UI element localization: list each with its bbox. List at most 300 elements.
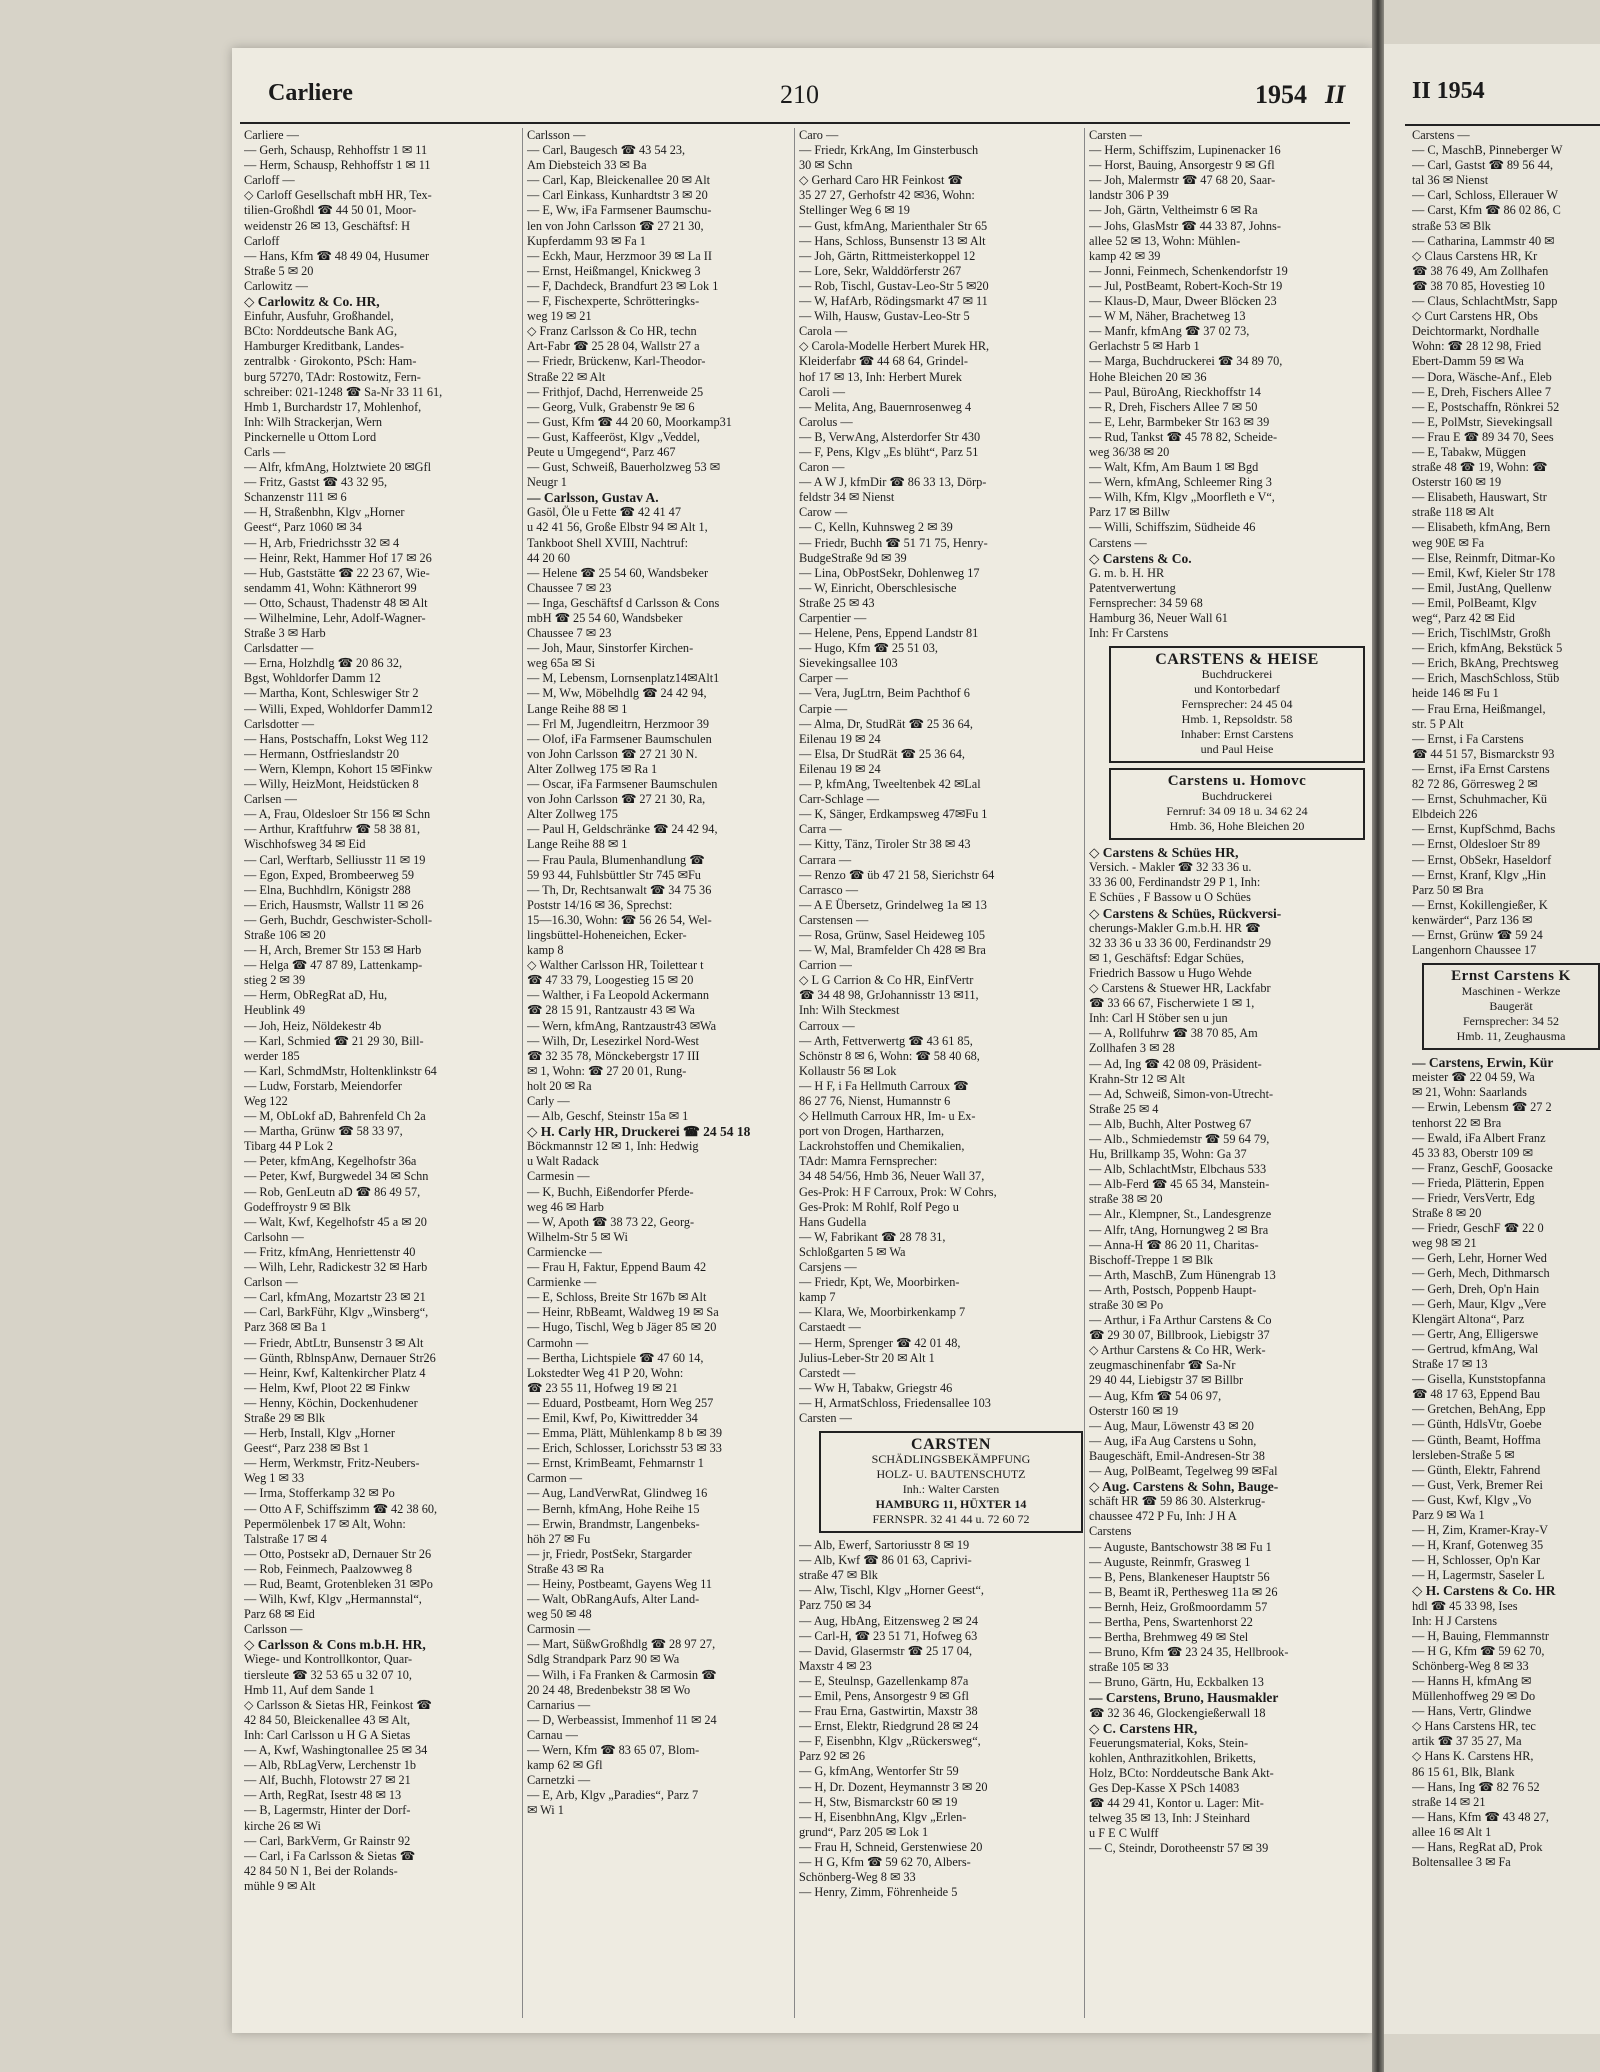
directory-entry-line: — Manfr, kfmAng ☎ 37 02 73, [1089,324,1250,339]
directory-entry-line: — Hugo, Kfm ☎ 25 51 03, [799,641,938,656]
directory-entry-line: Fernsprecher: 34 59 68 [1089,595,1203,610]
directory-entry-line: — Walther, i Fa Leopold Ackermann [527,988,710,1003]
directory-entry-line: 42 84 50, Bleickenallee 43 ✉ Alt, [244,1712,411,1727]
directory-entry-line: — Marga, Buchdruckerei ☎ 34 89 70, [1089,354,1283,369]
directory-entry-line: len von John Carlsson ☎ 27 21 30, [527,218,704,233]
directory-entry-line: — H, Bauing, Flemmannstr [1412,1628,1549,1643]
directory-entry-line: — Arthur, i Fa Arthur Carstens & Co [1089,1313,1272,1328]
directory-entry-line: — G, kfmAng, Wentorfer Str 59 [799,1764,959,1779]
ad-title: CARSTENS & HEISE [1155,651,1319,669]
directory-entry-line: — Emma, Plätt, Mühlenkamp 8 b ✉ 39 [527,1426,723,1441]
running-head: Carliere [268,80,353,106]
directory-entry-line: — Ww H, Tabakw, Griegstr 46 [799,1380,953,1395]
directory-entry-line: Carsten — [1089,128,1142,142]
directory-entry-line: — Emil, Kwf, Po, Kiwittredder 34 [527,1410,698,1425]
directory-entry-line: — Gust, Kwf, Klgv „Vo [1412,1492,1532,1507]
directory-entry-line: — Wern, Klempn, Kohort 15 ✉Finkw [244,761,433,776]
directory-entry-line: — F, Pens, Klgv „Es blüht“, Parz 51 [799,444,979,459]
directory-entry-line: — Carst, Kfm ☎ 86 02 86, C [1412,203,1561,218]
directory-entry-line: Caroli — [799,384,846,399]
directory-entry-line: Ges-Prok: M Rohlf, Rolf Pego u [799,1199,959,1214]
directory-entry-line: — Willi, Exped, Wohldorfer Damm12 [244,701,433,716]
directory-entry-line: — E, Postschaffn, Rönkrei 52 [1412,399,1560,414]
directory-entry-line: — jr, Friedr, PostSekr, Stargarder [527,1546,692,1561]
ad-line: Fernsprecher: 34 52 [1463,1014,1559,1029]
directory-entry-line: str. 5 P Alt [1412,716,1464,731]
directory-entry-line: — Ad, Schweiß, Simon-von-Utrecht- [1089,1086,1274,1101]
adjacent-running-head: II 1954 [1412,78,1485,104]
directory-entry-line: — Arth, RegRat, Isestr 48 ✉ 13 [244,1788,402,1803]
directory-entry-line: Carlsdotter — [244,716,315,731]
directory-entry-line: port von Drogen, Hartharzen, [799,1124,945,1139]
directory-entry-line: Parz 750 ✉ 34 [799,1598,872,1613]
directory-entry-line: — W M, Näher, Brachetweg 13 [1089,309,1246,324]
directory-entry-line: Straße 3 ✉ Harb [244,626,326,641]
directory-entry-line: — Aug, HbAng, Eitzensweg 2 ✉ 24 [799,1613,979,1628]
directory-entry-line: mühle 9 ✉ Alt [244,1878,316,1893]
directory-entry-line: — Alb-Ferd ☎ 45 65 34, Manstein- [1089,1177,1270,1192]
directory-entry-line: — F, Eisenbhn, Klgv „Rückersweg“, [799,1734,981,1749]
directory-entry-line: — Martha, Kont, Schleswiger Str 2 [244,686,419,701]
directory-entry-line: — Gertrud, kfmAng, Wal [1412,1341,1539,1356]
directory-entry-line: Carr-Schlage — [799,792,879,807]
directory-entry-line: ☎ 34 48 98, GrJohannisstr 13 ✉11, [799,988,979,1003]
directory-entry-line: TAdr: Mamra Fernsprecher: [799,1154,938,1169]
directory-entry-line: ☎ 23 55 11, Hofweg 19 ✉ 21 [527,1380,678,1395]
directory-entry-line: kamp 8 [527,943,564,958]
directory-entry-line: — Rob, Tischl, Gustav-Leo-Str 5 ✉20 [799,278,989,293]
directory-entry-line: Am Diebsteich 33 ✉ Ba [527,158,647,173]
directory-entry-line: Carmiencke — [527,1244,602,1259]
directory-entry-line: — Wilh, Kwf, Klgv „Hermannstal“, [244,1592,422,1607]
directory-entry-line: — M, Ww, Möbelhdlg ☎ 24 42 94, [527,686,707,701]
directory-entry-line: Wilhelm-Str 5 ✉ Wi [527,1229,628,1244]
directory-entry-line: tilien-Großhdl ☎ 44 50 01, Moor- [244,203,417,218]
directory-entry-line: Ges-Prok: H F Carroux, Prok: W Cohrs, [799,1184,997,1199]
directory-entry-line: — C, Steindr, Dorotheenstr 57 ✉ 39 [1089,1841,1269,1856]
ad-line: Fernruf: 34 09 18 u. 34 62 24 [1166,804,1308,819]
directory-entry-line: — Jul, PostBeamt, Robert-Koch-Str 19 [1089,278,1283,293]
directory-entry-line: artik ☎ 37 35 27, Ma [1412,1734,1522,1749]
directory-entry-line: Carow — [799,505,848,520]
directory-entry-line: hof 17 ✉ 13, Inh: Herbert Murek [799,369,962,384]
directory-entry-line: BCto: Norddeutsche Bank AG, [244,324,398,339]
directory-entry-line: lersleben-Straße 5 ✉ [1412,1447,1515,1462]
directory-entry-line: — W, Mal, Bramfelder Ch 428 ✉ Bra [799,943,986,958]
directory-entry-line: Carmosin — [527,1622,591,1637]
directory-entry-line: — Alb, RbLagVerw, Lerchenstr 1b [244,1758,416,1773]
directory-entry-line: — Fritz, Gastst ☎ 43 32 95, [244,475,388,490]
directory-entry-line: — Vera, JugLtrn, Beim Pachthof 6 [799,686,970,701]
directory-entry-line: — Hans, Ing ☎ 82 76 52 [1412,1779,1540,1794]
directory-entry-line: ✉ 21, Wohn: Saarlands [1412,1085,1527,1100]
directory-entry-line: — Egon, Exped, Brombeerweg 59 [244,867,415,882]
carsten-advertisement [819,1431,1083,1533]
directory-entry-line: — Joh, Maur, Sinstorfer Kirchen- [527,641,694,656]
directory-entry-line: kamp 7 [799,1290,836,1305]
directory-entry-line: Klengärt Altona“, Parz [1412,1311,1525,1326]
directory-entry-line: — Alb, Kwf ☎ 86 01 63, Caprivi- [799,1553,972,1568]
directory-entry-line: — Willi, Schiffszim, Südheide 46 [1089,520,1256,535]
directory-entry-line: ◇ Aug. Carstens & Sohn, Bauge- [1089,1479,1279,1495]
directory-entry-line: Kollaustr 56 ✉ Lok [799,1063,897,1078]
directory-entry-line: — R, Dreh, Fischers Allee 7 ✉ 50 [1089,399,1258,414]
directory-entry-line: Carmesin — [527,1169,590,1184]
directory-entry-line: Carola — [799,324,848,339]
directory-entry-line: ◇ Carlsson & Cons m.b.H. HR, [244,1637,426,1653]
directory-entry-line: — H, ArmatSchloss, Friedensallee 103 [799,1395,991,1410]
directory-entry-line: Art-Fabr ☎ 25 28 04, Wallstr 27 a [527,339,700,354]
ad-line: Baugerät [1489,999,1533,1014]
directory-entry-line: — Arth, Fettverwertg ☎ 43 61 85, [799,1033,973,1048]
directory-entry-line: — Else, Reinmfr, Ditmar-Ko [1412,550,1556,565]
directory-entry-line: Carnau — [527,1727,578,1742]
column-3-entries-a [799,128,1083,1426]
directory-entry-line: 32 33 36 u 33 36 00, Ferdinandstr 29 [1089,935,1272,950]
directory-entry-line: — Rob, GenLeutn aD ☎ 86 49 57, [244,1184,421,1199]
directory-entry-line: — Ernst, Oldesloer Str 89 [1412,837,1541,852]
directory-entry-line: — Frl M, Jugendleitrn, Herzmoor 39 [527,716,710,731]
directory-entry-line: Carloff [244,233,280,248]
directory-entry-line: ☎ 38 70 85, Hovestieg 10 [1412,278,1545,293]
directory-entry-line: — Oscar, iFa Farmsener Baumschulen [527,777,718,792]
directory-entry-line: — B, VerwAng, Alsterdorfer Str 430 [799,429,981,444]
directory-entry-line: 30 ✉ Schn [799,158,853,173]
directory-entry-line: — Ernst, Schuhmacher, Kü [1412,792,1548,807]
directory-entry-line: — Frithjof, Dachd, Herrenweide 25 [527,384,704,399]
directory-entry-line: Inh: Fr Carstens [1089,626,1169,641]
directory-entry-line: — Gust, Schweiß, Bauerholzweg 53 ✉ [527,460,721,475]
directory-entry-line: Boltensallee 3 ✉ Fa [1412,1855,1511,1870]
volume: II [1325,80,1346,109]
directory-entry-line: von John Carlsson ☎ 27 21 30, Ra, [527,792,706,807]
directory-entry-line: Carroux — [799,1018,855,1033]
directory-entry-line: Gasöl, Öle u Fette ☎ 42 41 47 [527,505,681,520]
directory-entry-line: — Frieda, Plätterin, Eppen [1412,1175,1545,1190]
directory-entry-line: weg 50 ✉ 48 [527,1607,592,1622]
directory-entry-line: Straße 106 ✉ 20 [244,927,326,942]
ad-line: Hmb. 11, Zeughausma [1456,1029,1566,1044]
adjacent-header-rule [1405,124,1600,126]
directory-entry-line: — Frau E ☎ 89 34 70, Sees [1412,429,1554,444]
directory-entry-line: — Alb., Schmiedemstr ☎ 59 64 79, [1089,1131,1270,1146]
directory-entry-line: — W, Apoth ☎ 38 73 22, Georg- [527,1214,695,1229]
directory-entry-line: Peute u Umgegend“, Parz 467 [527,444,676,459]
directory-entry-line: ☎ 47 33 79, Loogestieg 15 ✉ 20 [527,973,694,988]
directory-entry-line: weg 36/38 ✉ 20 [1089,444,1170,459]
directory-entry-line: sendamm 41, Wohn: Käthnerort 99 [244,580,417,595]
directory-entry-line: ✉ 1, Wohn: ☎ 27 20 01, Rung- [527,1063,687,1078]
directory-entry-line: landstr 306 P 39 [1089,188,1169,203]
directory-entry-line: straße 14 ✉ 21 [1412,1794,1486,1809]
directory-entry-line: — Carl, Baugesch ☎ 43 54 23, [527,143,686,158]
directory-entry-line: Stellinger Weg 6 ✉ 19 [799,203,910,218]
directory-entry-line: werder 185 [244,1048,300,1063]
directory-entry-line: u 42 41 56, Große Elbstr 94 ✉ Alt 1, [527,520,708,535]
directory-entry-line: Alter Zollweg 175 ✉ Ra 1 [527,761,658,776]
directory-entry-line: — Wilh, i Fa Franken & Carmosin ☎ [527,1667,717,1682]
directory-entry-line: kamp 62 ✉ Gfl [527,1758,603,1773]
directory-entry-line: Straße 43 ✉ Ra [527,1561,604,1576]
directory-entry-line: — Wilhelmine, Lehr, Adolf-Wagner- [244,611,426,625]
directory-entry-line: — Helga ☎ 47 87 89, Lattenkamp- [244,958,423,973]
directory-entry-line: — Claus, SchlachtMstr, Sapp [1412,294,1558,309]
directory-entry-line: Ges Dep-Kasse X PSch 14083 [1089,1781,1240,1795]
directory-entry-line: zeugmaschinenfabr ☎ Sa-Nr [1089,1358,1236,1373]
directory-entry-line: — B, Lagermstr, Hinter der Dorf- [244,1803,411,1818]
directory-entry-line: Wohn: ☎ 28 12 98, Fried [1412,339,1542,354]
directory-entry-line: ◇ H. Carly HR, Druckerei ☎ 24 54 18 [527,1124,751,1140]
directory-entry-line: Patentverwertung [1089,580,1176,595]
year-volume [1255,80,1345,120]
directory-entry-line: Holz, BCto: Norddeutsche Bank Akt- [1089,1765,1274,1780]
directory-entry-line: — Wilh, Lehr, Radickestr 32 ✉ Harb [244,1260,428,1275]
directory-entry-line: ◇ Carlsson & Sietas HR, Feinkost ☎ [244,1697,432,1712]
ad-line: SCHÄDLINGSBEKÄMPFUNG [871,1452,1031,1467]
directory-entry-line: schäft HR ☎ 59 86 30. Alsterkrug- [1089,1494,1266,1509]
directory-entry-line: — H, Arb, Friedrichsstr 32 ✉ 4 [244,535,400,550]
directory-entry-line: 45 33 83, Oberstr 109 ✉ [1412,1145,1533,1160]
directory-entry-line: Parz 68 ✉ Eid [244,1607,315,1622]
directory-entry-line: — Hugo, Tischl, Weg b Jäger 85 ✉ 20 [527,1320,717,1335]
directory-entry-line: Kupferdamm 93 ✉ Fa 1 [527,233,646,248]
directory-entry-line: — C, MaschB, Pinneberger W [1412,143,1563,158]
directory-entry-line: — Karl, SchmdMstr, Holtenklinkstr 64 [244,1063,437,1078]
directory-entry-line: Einfuhr, Ausfuhr, Großhandel, [244,309,394,324]
directory-entry-line: — Johs, GlasMstr ☎ 44 33 87, Johns- [1089,218,1281,233]
directory-entry-line: — David, Glasermstr ☎ 25 17 04, [799,1643,973,1658]
directory-entry-line: — Ernst, Kranf, Klgv „Hin [1412,867,1546,882]
directory-entry-line: — Wilh, Hausw, Gustav-Leo-Str 5 [799,309,970,324]
directory-entry-line: — Aug, iFa Aug Carstens u Sohn, [1089,1433,1257,1448]
directory-entry-line: 20 24 48, Bredenbekstr 38 ✉ Wo [527,1682,691,1697]
directory-entry-line: ◇ Carlowitz & Co. HR, [244,294,380,310]
directory-entry-line: ☎ 44 29 41, Kontor u. Lager: Mit- [1089,1796,1264,1811]
directory-entry-line: holt 20 ✉ Ra [527,1078,592,1093]
directory-entry-line: — Fritz, kfmAng, Henriettenstr 40 [244,1244,416,1259]
directory-entry-line: kamp 42 ✉ 39 [1089,248,1161,263]
directory-entry-line: — M, Lebensm, Lornsenplatz14✉Alt1 [527,671,720,686]
directory-entry-line: Inh: Wilh Strackerjan, Wern [244,414,383,429]
directory-entry-line: — Erich, MaschSchloss, Stüb [1412,671,1560,686]
directory-entry-line: — Anna-H ☎ 86 20 11, Charitas- [1089,1237,1259,1252]
directory-entry-line: — Emil, Pens, Ansorgestr 9 ✉ Gfl [799,1689,969,1703]
directory-entry-line: Straße 29 ✉ Blk [244,1410,326,1425]
directory-entry-line: Inh: Carl Carlsson u H G A Sietas [244,1727,411,1742]
directory-entry-line: Carra — [799,822,842,837]
directory-entry-line: Osterstr 160 ✉ 19 [1412,475,1502,490]
directory-entry-line: — Hanns H, kfmAng ✉ [1412,1674,1532,1688]
directory-entry-line: — Emil, PolBeamt, Klgv [1412,595,1537,610]
directory-entry-line: — Jonni, Feinmech, Schenkendorfstr 19 [1089,263,1288,278]
column-2 [522,128,793,2018]
directory-entry-line: — Gust, kfmAng, Marienthaler Str 65 [799,218,988,233]
directory-entry-line: — Friedr, KrkAng, Im Ginsterbusch [799,143,979,158]
directory-entry-line: ◇ C. Carstens HR, [1089,1720,1198,1736]
directory-entry-line: — Kitty, Tänz, Tiroler Str 38 ✉ 43 [799,837,971,852]
directory-entry-line: — A W J, kfmDir ☎ 86 33 13, Dörp- [799,475,987,490]
directory-entry-line: — Helene, Pens, Eppend Landstr 81 [799,626,979,641]
directory-entry-line: 33 36 00, Ferdinandstr 29 P 1, Inh: [1089,875,1261,890]
directory-entry-line: — H, Zim, Kramer-Kray-V [1412,1523,1548,1538]
directory-entry-line: — H, Kranf, Gotenweg 35 [1412,1538,1544,1553]
directory-entry-line: — E, Tabakw, Müggen [1412,444,1526,459]
directory-entry-line: — W, Einricht, Oberschlesische [799,580,957,595]
directory-entry-line: — Erich, TischlMstr, Großh [1412,626,1551,641]
directory-entry-line: — E, Lehr, Barmbeker Str 163 ✉ 39 [1089,414,1270,429]
directory-entry-line: — Karl, Schmied ☎ 21 29 30, Bill- [244,1033,424,1048]
directory-entry-line: — Gertr, Ang, Elligerswe [1412,1326,1539,1341]
directory-entry-line: weg 19 ✉ 21 [527,309,592,324]
directory-entry-line: Maxstr 4 ✉ 23 [799,1658,872,1673]
directory-entry-line: — H, Dr. Dozent, Heymannstr 3 ✉ 20 [799,1779,988,1794]
directory-entry-line: — Wilh, Kfm, Klgv „Moorfleth e V“, [1089,490,1275,505]
directory-entry-line: Carliere — [244,128,299,142]
directory-entry-line: Alter Zollweg 175 [527,807,618,822]
book-spine [1372,0,1384,2072]
directory-entry-line: Carmienke — [527,1275,597,1290]
directory-entry-line: Carstens — [1412,128,1470,142]
directory-entry-line: ☎ 28 15 91, Rantzaustr 43 ✉ Wa [527,1003,695,1018]
directory-entry-line: — Henry, Zimm, Föhrenheide 5 [799,1885,958,1900]
directory-entry-line: — Frau H, Faktur, Eppend Baum 42 [527,1260,707,1275]
directory-entry-line: ◇ L G Carrion & Co HR, EinfVertr [799,973,974,988]
directory-entry-line: — Carl, BarkVerm, Gr Rainstr 92 [244,1833,411,1848]
directory-entry-line: — Carl, Kap, Bleickenallee 20 ✉ Alt [527,173,711,188]
directory-entry-line: — Ernst, KupfSchmd, Bachs [1412,822,1556,837]
directory-entry-line: u Walt Radack [527,1154,599,1169]
directory-entry-line: — Hans, Kfm ☎ 48 49 04, Husumer [244,248,430,263]
directory-entry-line: — Helene ☎ 25 54 60, Wandsbeker [527,565,709,580]
directory-entry-line: — Alf, Buchh, Flotowstr 27 ✉ 21 [244,1773,411,1788]
directory-entry-line: Carmohn — [527,1335,589,1350]
directory-entry-line: — Erich, BkAng, Prechtsweg [1412,656,1559,671]
directory-entry-line: — H, EisenbhnAng, Klgv „Erlen- [799,1809,967,1824]
directory-entry-line: Lange Reihe 88 ✉ 1 [527,701,628,716]
column-4-entries-b [1089,845,1365,1856]
directory-entry-line: Heublink 49 [244,1003,306,1018]
header-rule [240,122,1350,124]
directory-entry-line: Carnarius — [527,1697,591,1712]
directory-entry-line: — Paul, BüroAng, Rieckhoffstr 14 [1089,384,1261,399]
directory-entry-line: — Emil, Kwf, Kieler Str 178 [1412,565,1556,580]
directory-entry-line: — Gerh, Mech, Dithmarsch [1412,1266,1550,1281]
directory-entry-line: 82 72 86, Görresweg 2 ✉ [1412,777,1538,792]
directory-entry-line: — Rob, Feinmech, Paalzowweg 8 [244,1561,413,1576]
directory-entry-line: Carpie — [799,701,848,716]
directory-entry-line: 29 40 44, Liebigstr 37 ✉ Billbr [1089,1373,1244,1388]
directory-entry-line: — Henny, Köchin, Dockenhudener [244,1395,418,1410]
directory-entry-line: höh 27 ✉ Fu [527,1531,591,1546]
directory-entry-line: Parz 92 ✉ 26 [799,1749,865,1764]
directory-entry-line: ☎ 29 30 07, Billbrook, Liebigstr 37 [1089,1328,1270,1343]
directory-entry-line: Carsten — [799,1410,852,1425]
column-5-entries-b [1412,1055,1600,1870]
directory-entry-line: — Friedr, Kpt, We, Moorbirken- [799,1275,960,1290]
directory-entry-line: zentralbk · Girokonto, PSch: Ham- [244,354,417,369]
directory-entry-line: Chaussee 7 ✉ 23 [527,580,612,595]
directory-entry-line: — Eduard, Postbeamt, Horn Weg 257 [527,1395,714,1410]
directory-entry-line: Feuerungsmaterial, Koks, Stein- [1089,1735,1249,1750]
directory-entry-line: Carls — [244,444,286,459]
directory-entry-line: kohlen, Anthrazitkohlen, Briketts, [1089,1750,1257,1765]
carstens-heise-advertisement [1109,646,1365,763]
directory-entry-line: — Frau Erna, Gastwirtin, Maxstr 38 [799,1704,978,1719]
directory-entry-line: — Alb, Buchh, Alter Postweg 67 [1089,1116,1252,1131]
directory-entry-line: tiersleute ☎ 32 53 65 u 32 07 10, [244,1667,412,1682]
directory-entry-line: meister ☎ 22 04 59, Wa [1412,1070,1535,1085]
directory-entry-line: straße 105 ✉ 33 [1089,1660,1169,1675]
directory-entry-line: Carsjens — [799,1260,857,1275]
directory-entry-line: Pepermölenbek 17 ✉ Alt, Wohn: [244,1516,406,1531]
directory-entry-line: Eilenau 19 ✉ 24 [799,761,881,776]
directory-entry-line: ◇ H. Carstens & Co. HR [1412,1583,1556,1599]
column-3-entries-b [799,1538,1083,1900]
directory-entry-line: — Otto, Postsekr aD, Dernauer Str 26 [244,1546,432,1561]
directory-entry-line: 44 20 60 [527,550,571,565]
directory-entry-line: Carstensen — [799,912,869,927]
directory-entry-line: Geest“, Parz 238 ✉ Bst 1 [244,1441,370,1456]
directory-entry-line: — Melita, Ang, Bauernrosenweg 4 [799,399,972,414]
directory-entry-line: straße 47 ✉ Blk [799,1568,878,1583]
ad-line: HOLZ- U. BAUTENSCHUTZ [876,1467,1026,1482]
directory-entry-line: ◇ Hellmuth Carroux HR, Im- u Ex- [799,1109,976,1124]
directory-entry-line: Carnetzki — [527,1773,591,1788]
directory-entry-line: — A E Übersetz, Grindelweg 1a ✉ 13 [799,897,987,912]
directory-entry-line: Neugr 1 [527,475,567,490]
directory-entry-line: — Dora, Wäsche-Anf., Eleb [1412,369,1552,384]
directory-entry-line: — Catharina, Lammstr 40 ✉ [1412,233,1555,248]
directory-entry-line: Lange Reihe 88 ✉ 1 [527,837,628,852]
directory-entry-line: — Bertha, Lichtspiele ☎ 47 60 14, [527,1350,704,1365]
directory-entry-line: — Ernst, ObSekr, Haseldorf [1412,852,1552,867]
directory-entry-line: — Rud, Tankst ☎ 45 78 82, Scheide- [1089,429,1278,444]
directory-entry-line: Straße 22 ✉ Alt [527,369,606,384]
directory-entry-line: ◇ Walther Carlsson HR, Toilettear t [527,958,704,973]
directory-entry-line: — Gerh, Maur, Klgv „Vere [1412,1296,1547,1311]
directory-entry-line: — Elisabeth, kfmAng, Bern [1412,520,1551,535]
directory-entry-line: straße 38 ✉ 20 [1089,1192,1163,1207]
ernst-carstens-advertisement [1422,963,1600,1050]
directory-entry-line: — Franz, GeschF, Goosacke [1412,1160,1553,1175]
directory-entry-line: — Bertha, Brehmweg 49 ✉ Stel [1089,1630,1249,1645]
directory-entry-line: — Günth, HdlsVtr, Goebe [1412,1417,1542,1432]
directory-entry-line: — H G, Kfm ☎ 59 62 70, Albers- [799,1855,971,1870]
directory-entry-line: ◇ Carola-Modelle Herbert Murek HR, [799,339,990,354]
directory-entry-line: — Bernh, Heiz, Großmoordamm 57 [1089,1599,1268,1614]
directory-entry-line: — H G, Kfm ☎ 59 62 70, [1412,1643,1545,1658]
directory-entry-line: mbH ☎ 25 54 60, Wandsbeker [527,611,683,625]
directory-entry-line: — Emil, JustAng, Quellenw [1412,580,1552,595]
directory-entry-line: 59 93 44, Fuhlsbüttler Str 745 ✉Fu [527,867,701,882]
directory-entry-line: Carrion — [799,958,852,973]
directory-entry-line: — Renzo ☎ üb 47 21 58, Sierichstr 64 [799,867,995,882]
directory-entry-line: ◇ Gerhard Caro HR Feinkost ☎ [799,173,963,188]
directory-entry-line: — Walt, Kwf, Kegelhofstr 45 a ✉ 20 [244,1214,427,1229]
directory-entry-line: ◇ Carstens & Co. [1089,550,1192,566]
ad-line: und Paul Heise [1200,742,1274,757]
directory-entry-line: — Gerh, Buchdr, Geschwister-Scholl- [244,912,433,927]
directory-entry-line: Straße 17 ✉ 13 [1412,1357,1488,1372]
ad-line: Hmb. 1, Repsoldstr. 58 [1181,712,1293,727]
directory-entry-line: — Bernh, kfmAng, Hohe Reihe 15 [527,1501,700,1516]
directory-entry-line: — Aug, Kfm ☎ 54 06 97, [1089,1388,1222,1403]
directory-entry-line: — Frau Erna, Heißmangel, [1412,701,1546,716]
directory-entry-line: — Elna, Buchhdlrn, Königstr 288 [244,882,411,897]
directory-entry-line: ◇ Franz Carlsson & Co HR, techn [527,324,697,339]
directory-entry-line: — Günth, Beamt, Hoffma [1412,1432,1541,1447]
directory-entry-line: — Herm, Werkmstr, Fritz-Neubers- [244,1456,420,1471]
